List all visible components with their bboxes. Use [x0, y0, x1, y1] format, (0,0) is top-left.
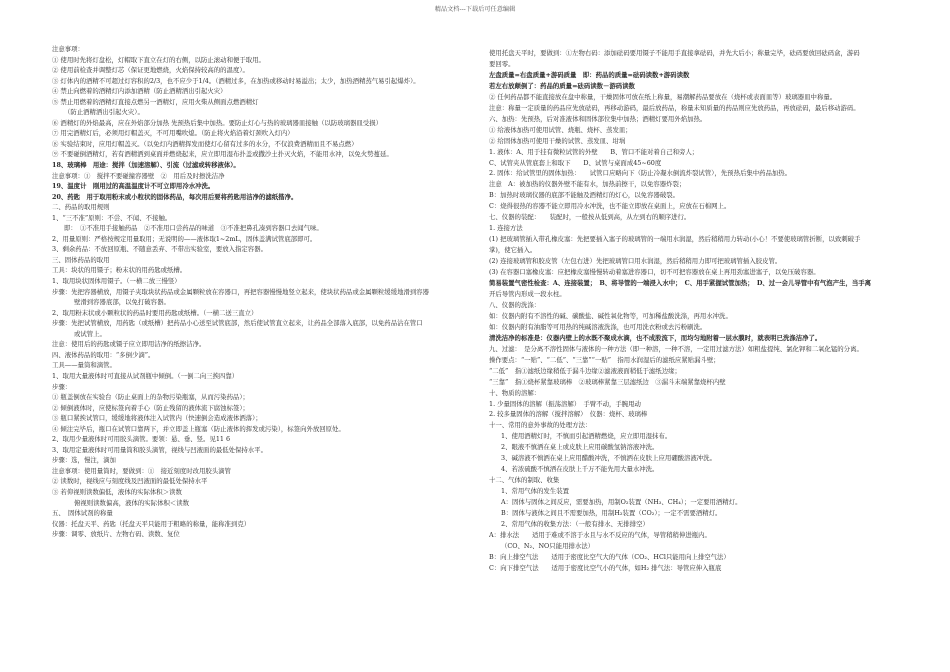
text-line: ② 读数时，视线应与刻度线及凹液面的最低处保持水平 — [52, 477, 208, 486]
text-line: ④ 倾注完毕后，瓶口在试管口靠两下，并立即盖上瓶塞（防止液体的挥发或污染），标签向外放回原处。 — [52, 424, 345, 433]
text-line: 1、取用大量液体时可直接从试剂瓶中倾倒。（一倒二向三挨四靠） — [52, 371, 239, 380]
text-line: (1) 把玻璃管插入带孔橡皮塞：先把要插入塞子的玻璃管的一端用水润湿，然后稍稍用力转动(小心！不要使玻璃管折断，以致刺破手 — [489, 235, 861, 244]
text-line: 3、剩余药品：不放回原瓶、不随意丢弃、不带出实验室，要放入指定容器。 — [52, 245, 267, 254]
text-line: ⑨ 不要碰倒酒精灯，若有酒精洒到桌面并燃烧起来，应立即用湿布扑盖或撒沙土扑灭火焰，不能用水冲，以免火势蔓延。 — [52, 150, 393, 159]
text-line: 注意：称量一定质量的药品应先放砝码，再移动游码，最后放药品，称量未知质量的药品则应先放药品，再放砝码，最后移动游码。 — [489, 103, 860, 112]
text-line: ③ 若仰视则读数偏低，液体的实际体积＞读数 — [52, 487, 182, 496]
text-line: （CO、N₂、NO只能用排水法） — [501, 541, 595, 550]
text-line: 即： ①不准用手接触药品 ②不准用口尝药品的味道 ③不准把鼻孔凑到容器口去闻气味。 — [64, 224, 323, 233]
text-line: B：向上排空气法 适用于密度比空气大的气体（CO₂、HCl只能用向上排空气法） — [489, 552, 730, 561]
text-line: 步骤： — [52, 382, 72, 391]
text-line: B：加热时玻璃仪器的底部不能触及酒精灯的灯心，以免容器破裂。 — [489, 191, 680, 200]
page-header: 精品文档---下载后可任意编辑 — [434, 6, 516, 13]
text-line: ① 瓶盖倒放在实验台（防止桌面上的杂物污染瓶塞，从而污染药品）； — [52, 393, 249, 402]
text-line: 注意事项：① 搅拌不要碰撞容器壁 ② 用后及时擦洗洁净 — [52, 171, 225, 180]
text-line: ① 使用时先将灯盘松，灯帽取下直立在灯的右侧，以防止滚动和便于取用。 — [52, 55, 265, 64]
text-line: 十、物质的溶解： — [489, 388, 541, 397]
text-line: 1、使用酒精灯时，不慎而引起酒精燃烧，应立即用湿抹布。 — [501, 432, 672, 441]
text-line: 九、过滤： 是分离不溶性固体与液体的一种方法（即一种溶，一种不溶，一定用过滤方法）如粗盐提纯、氯化钾和二氧化锰的分离。 — [489, 344, 863, 353]
text-line: 壁滑到容器底部，以免打破容器。 — [74, 298, 170, 307]
text-line: ④ 禁止向燃着的酒精灯内添加酒精（防止酒精洒出引起火灾） — [52, 87, 227, 96]
text-line: 注意：使用后的药匙或镊子应立即用洁净的纸擦洁净。 — [52, 340, 206, 349]
text-line: 2、取用少量液体时可用胶头滴管。要领：悬、垂、竖。见11 6 — [52, 435, 231, 444]
text-line: 八、仪器的洗涤： — [489, 300, 541, 309]
right-column — [489, 48, 909, 574]
text-line: 1. 少量固体的溶解（振荡溶解） 手臂不动，手腕甩动 — [489, 399, 641, 408]
text-line: ⑥ 酒精灯的外焰最高，应在外焰部分加热 先预热后集中加热。要防止灯心与热的玻璃器皿接触（以防玻璃器皿受损） — [52, 118, 382, 127]
text-line: 工具——量筒和滴管。 — [52, 361, 116, 370]
text-line: 3、取用定量液体时可用量筒和胶头滴管，视线与凹液面的最低处保持水平。 — [52, 445, 267, 454]
text-line: ② 给固体加热可使用干燥的试管、蒸发皿、坩埚 — [489, 136, 626, 145]
text-line: 掌)，使它插入。 — [489, 246, 537, 255]
text-line: 操作要点：“一贴”、“二低”、“三靠”“一贴” 指用水润湿后的滤纸应紧贴漏斗壁； — [489, 355, 720, 364]
text-line: （防止酒精洒出引起火灾）。 — [64, 108, 144, 117]
text-line: 左盘质量=右盘质量+游码质量 即：药品的质量=砝码读数+游码读数 — [489, 70, 690, 79]
text-line: ② 任何药品都不能直接放在盘中称量，干燥固体可放在纸上称量，易潮解药品要放在（烧杯或表面皿等）玻璃器皿中称量。 — [489, 92, 837, 101]
text-line: 四、液体药品的取用：“多倒少滴”。 — [52, 350, 155, 359]
text-line: C、试管夹从管底套上和取下 D、试管与桌面成45~60度 — [489, 158, 662, 167]
text-line: ③ 瓶口紧挨试管口，缓缓地将液体注入试管内（快速倒会造成液体洒落）； — [52, 414, 262, 423]
text-line: 清洗洁净的标准是：仪器内壁上的水既不聚成水滴，也不成股流下，而均匀地附着一层水膜时，就表明已洗涤洁净了。 — [489, 333, 822, 342]
text-line: 如：仪器内附有油脂等可用热的纯碱溶液洗涤，也可用洗衣粉或去污粉刷洗。 — [489, 322, 707, 331]
text-line: 开后导管内形成一段水柱。 — [489, 289, 566, 298]
text-line: “二低” 指①滤纸边缘稍低于漏斗边缘②滤液液面稍低于滤纸边缘； — [489, 366, 681, 375]
text-line: 4、若浓硫酸不慎洒在皮肤上千万不能先用大量水冲洗。 — [501, 465, 659, 474]
text-line: ③ 灯体内的酒精不可超过灯容积的2/3，也不应少于1/4。（酒精过多，在加热或移动时易溢出；太少，加热酒精蒸气易引起爆炸）。 — [52, 76, 420, 85]
text-line: 步骤：调零、放纸片、左物右码、读数、复位 — [52, 530, 180, 539]
text-line: A：固体与固体之间反应，需要加热，用制O₂装置（NH₃、CH₄）；一定要用酒精灯。 — [501, 498, 742, 507]
text-line: 3、碱溶液不慎洒在桌上应用醋酸冲洗，不慎洒在皮肤上应用硼酸溶液冲洗。 — [501, 454, 716, 463]
text-line: 2、常用气体的收集方法：（一般有排水、无排排空） — [501, 519, 649, 528]
text-line: ② 倾倒液体时，应使标签向着手心（防止残留的液体流下腐蚀标签）； — [52, 403, 249, 412]
text-line: 十二、气体的制取、收集 — [489, 476, 560, 485]
text-line: 若左右放颠倒了：药品的质量=砝码读数－游码读数 — [489, 81, 635, 90]
text-line: ⑤ 禁止用燃着的酒精灯直接点燃另一酒精灯，应用火柴从侧面点燃酒精灯 — [52, 97, 259, 106]
text-line: 俯视则读数偏高，液体的实际体积＜读数 — [74, 498, 190, 507]
text-line: 步骤：选，慢注，滴加 — [52, 456, 116, 465]
text-line: B：固体与液体之间且不需要加热，用制H₂装置（CO₂）；一定不需要酒精灯。 — [501, 509, 722, 518]
text-line: 注意事项： — [52, 45, 84, 53]
text-line: 1、取用块状固体用镊子。（一横二放三慢竖） — [52, 277, 181, 286]
text-line: C：向下排空气法 适用于密度比空气小的气体，如H₂ 排气法：导管应伸入瓶底 — [489, 563, 722, 572]
text-line: 简易装置气密性检查：A、连接装置； B、将导管的一端浸入水中； C、用手紧握试管加热； D、过一会儿导管中有气泡产生，当手离 — [489, 279, 872, 288]
text-line: ② 使用前检查并调整灯芯（保证更地燃烧，火焰保持较高的的温度）。 — [52, 66, 249, 75]
text-line: ① 给液体加热可使用试管、烧瓶、烧杯、蒸发皿； — [489, 125, 632, 134]
left-column — [52, 44, 472, 540]
text-line: 1、常用气体的发生装置 — [501, 487, 569, 496]
text-line: (2) 连接玻璃管和胶皮管（左包右进）先把玻璃管口用水润湿，然后稍稍用力即可把玻璃管插入胶皮管。 — [489, 257, 782, 266]
text-line: C：烧得很热的容器不能立即用冷水冲洗，也不能立即放在桌面上，应放在石棉网上。 — [489, 202, 731, 211]
text-line: 1、“三不准”原则：不尝、不闻、不接触。 — [52, 213, 172, 222]
text-line: 19、温度计 刚用过的高温温度计不可立即用冷水冲洗。 — [52, 182, 215, 191]
text-line: 五、 固体试剂的称量 — [52, 509, 113, 518]
text-line: 18、玻璃棒 用途：搅拌（加速溶解）、引流（过滤或转移液体）。 — [52, 161, 240, 170]
text-line: 2. 较多量固体的溶解（搅拌溶解） 仪器：烧杯、玻璃棒 — [489, 410, 648, 419]
text-line: 1. 液体：A、用于挂有微粒试管的外壁 B、管口不能对着自己和旁人； — [489, 147, 699, 156]
text-line: 七、仪器的装配： 装配时，一般按从低到高，从左到右的顺序进行。 — [489, 213, 691, 222]
text-line: 1. 连接方法 — [489, 224, 523, 233]
text-line: 注意事项：使用量筒时，要做到：① 接近刻度时改用胶头滴管 — [52, 466, 231, 475]
text-line: 步骤：先把试管横放，用药匙（或纸槽）把药品小心送至试管底部，然后使试管直立起来，让药品全部落入底部，以免药品沾在管口 — [52, 319, 423, 328]
text-line: 20、药匙 用于取用粉末或小粒状的固体药品，每次用后要将药匙用洁净的滤纸揩净。 — [52, 192, 298, 201]
text-line: 二、药品的取用规则 — [52, 203, 110, 212]
text-line: 注意 A：被加热的仪器外壁不能有水，加热前擦干，以免容器炸裂； — [489, 180, 686, 189]
text-line: (3) 在容器口塞橡皮塞：应把橡皮塞慢慢转动着塞进容器口，切不可把容器放在桌上再用劲塞进塞子，以免压破容器。 — [489, 268, 820, 277]
text-line: 2、眼液不慎洒在桌上或皮肤上应用碳酸氢钠溶液冲洗。 — [501, 443, 659, 452]
text-line: 三、固体药品的取用 — [52, 255, 110, 264]
text-line: 如：仪器内附有不溶性的碱、碳酸盐、碱性氧化物等，可加稀盐酸洗涤，再用水冲洗。 — [489, 311, 732, 320]
text-line: 工具：块状的用镊子；粉末状的用药匙或纸槽。 — [52, 266, 187, 275]
text-line: “三靠” 指①烧杯紧靠玻璃棒 ②玻璃棒紧靠三层滤纸边 ③漏斗末端紧靠烧杯内壁 — [489, 377, 726, 386]
text-line: 或试管上。 — [74, 329, 106, 338]
text-line: ⑧ 实验结束时，应用灯帽盖灭。（以免灯内酒精挥发而使灯心留有过多的水分，不仅浪费酒精而且不易点燃） — [52, 139, 358, 148]
text-line: 2、取用粉末状或小颗粒状的药品时要用药匙或纸槽。（一横二送三直立） — [52, 308, 258, 317]
text-line: ⑦ 用完酒精灯后，必须用灯帽盖灭，不可用嘴吹熄。（防止将火焰沿着灯颈吹入灯内） — [52, 129, 294, 138]
text-line: 2、用量原则：严格按规定用量取用；无说明的——液体取1~2mL，固体盖满试管底部即可。 — [52, 234, 317, 243]
text-line: 步骤：先把容器横放，用镊子夹取块状药品或金属颗粒放在容器口，再把容器慢慢地竖立起来，使块状药品或金属颗粒缓缓地滑到容器 — [52, 287, 430, 296]
text-line: 十一、常用的意外事故的处理方法： — [489, 421, 592, 430]
text-line: 2. 固体：给试管里的固体加热： 试管口应略向下（防止冷凝水倒流炸裂试管），先预热后集中药品加热。 — [489, 169, 792, 178]
text-line: 要回零。 — [489, 59, 515, 68]
text-line: 仪器：托盘天平、药匙（托盘天平只能用于粗略的称量，能称准到克） — [52, 519, 251, 528]
text-line: 六、加热：先预热，后对准液体和固体部位集中加热；酒精灯要用外焰加热。 — [489, 114, 707, 123]
text-line: 使用托盘天平时，要做到：①左物右码：添加砝码要用镊子不能用手直接拿砝码，并先大后小；称量完毕，砝码要放回砝码盒，游码 — [489, 49, 860, 57]
text-line: A：排水法 适用于难或不溶于水且与水不反应的气体，导管稍稍伸进瓶内。 — [489, 530, 711, 539]
